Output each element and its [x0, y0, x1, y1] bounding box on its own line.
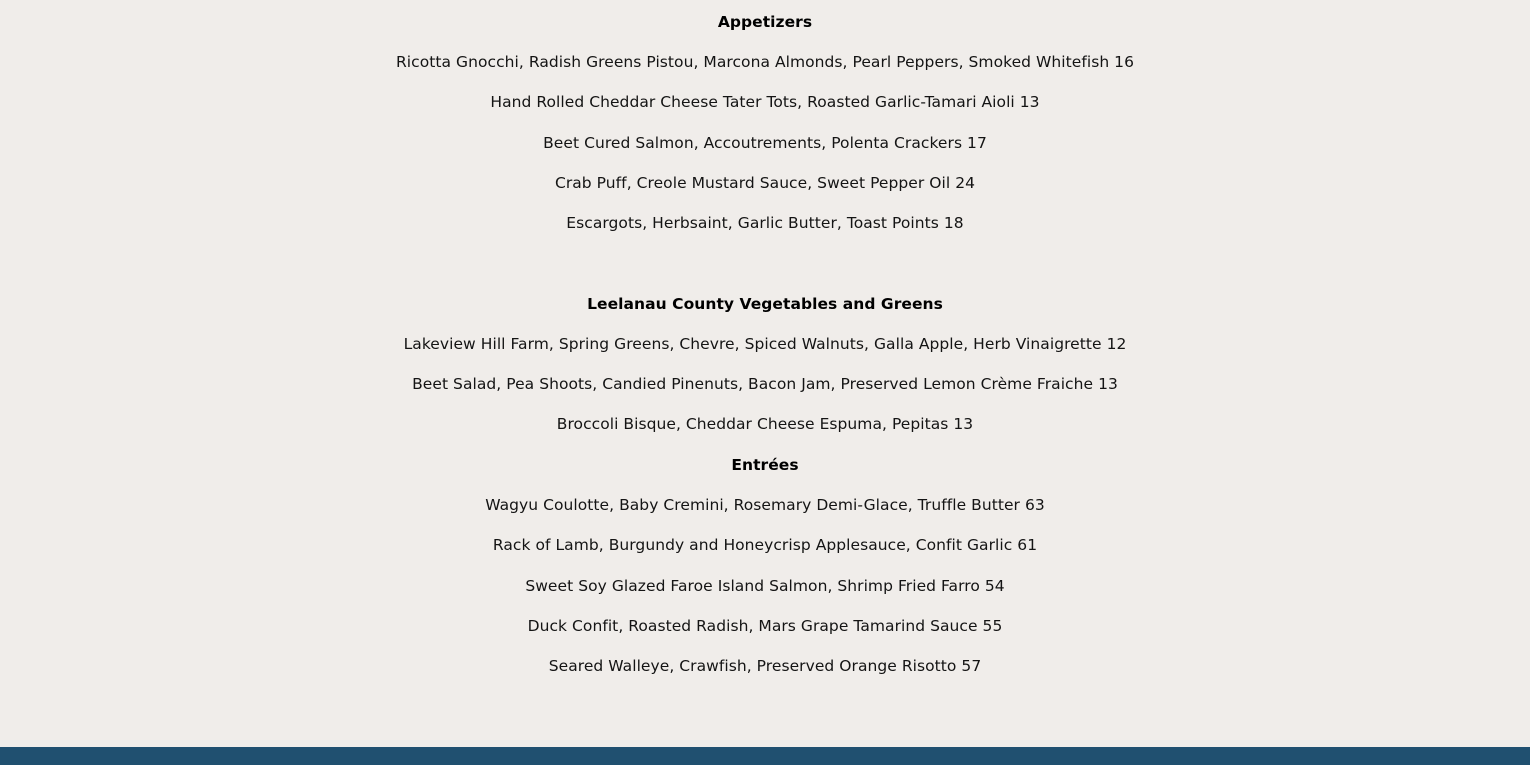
menu-item: Duck Confit, Roasted Radish, Mars Grape Tamarind Sauce 55	[527, 617, 1003, 635]
menu-item: Rack of Lamb, Burgundy and Honeycrisp Applesauce, Confit Garlic 61	[492, 536, 1038, 554]
menu-item: Wagyu Coulotte, Baby Cremini, Rosemary Demi-Glace, Truffle Butter 63	[485, 496, 1045, 514]
menu-item: Hand Rolled Cheddar Cheese Tater Tots, Roasted Garlic-Tamari Aioli 13	[490, 93, 1040, 111]
menu-item: Sweet Soy Glazed Faroe Island Salmon, Shrimp Fried Farro 54	[525, 577, 1005, 595]
menu-item: Broccoli Bisque, Cheddar Cheese Espuma, Pepitas 13	[556, 415, 974, 433]
menu-item: Lakeview Hill Farm, Spring Greens, Chevre, Spiced Walnuts, Galla Apple, Herb Vinaigrette 12	[403, 335, 1127, 353]
section-heading-vegetables-greens: Leelanau County Vegetables and Greens	[587, 295, 943, 313]
menu-item: Escargots, Herbsaint, Garlic Butter, Toast Points 18	[566, 214, 964, 232]
section-heading-entrees: Entrées	[731, 456, 799, 474]
menu-item: Beet Cured Salmon, Accoutrements, Polenta Crackers 17	[543, 134, 987, 152]
menu-item: Beet Salad, Pea Shoots, Candied Pinenuts, Bacon Jam, Preserved Lemon Crème Fraiche 13	[412, 375, 1118, 393]
menu-item: Seared Walleye, Crawfish, Preserved Orange Risotto 57	[548, 657, 982, 675]
menu-item: Ricotta Gnocchi, Radish Greens Pistou, Marcona Almonds, Pearl Peppers, Smoked Whitefish 16	[395, 53, 1135, 71]
footer-bar	[0, 747, 1530, 765]
menu-item: Crab Puff, Creole Mustard Sauce, Sweet Pepper Oil 24	[554, 174, 976, 192]
section-heading-appetizers: Appetizers	[717, 13, 813, 31]
